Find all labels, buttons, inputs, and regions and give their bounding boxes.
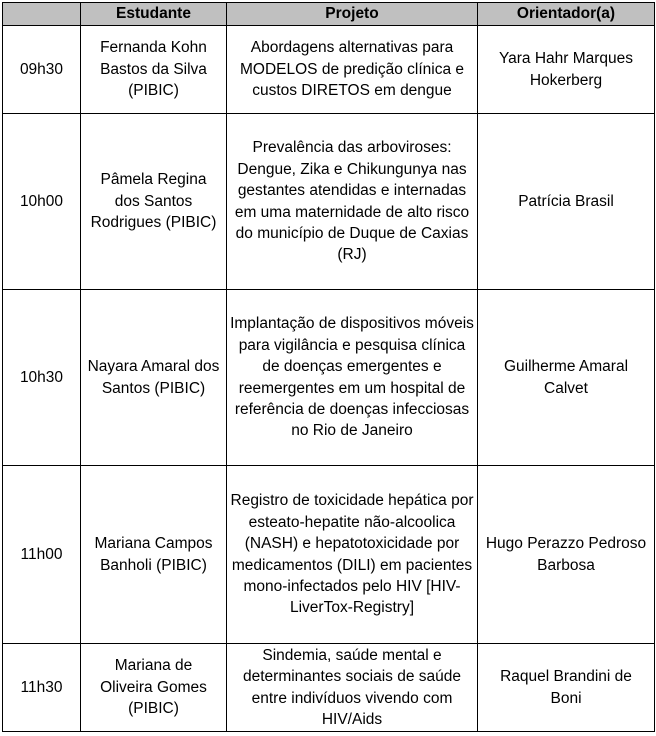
presentation-schedule-table — [2, 2, 655, 732]
time-cell: 09h30 — [3, 26, 81, 114]
project-cell: Registro de toxicidade hepática por esteato-hepatite não-alcoolica (NASH) e hepatotoxicidade por medicamentos (DILI) em pacientes mono-infectados pelo HIV [HIV-LiverTox-Registry] — [227, 466, 478, 644]
student-cell: Nayara Amaral dos Santos (PIBIC) — [81, 290, 227, 466]
table-row — [3, 114, 655, 290]
advisor-cell: Raquel Brandini de Boni — [478, 644, 655, 732]
time-cell: 11h00 — [3, 466, 81, 644]
project-cell: Prevalência das arboviroses: Dengue, Zika e Chikungunya nas gestantes atendidas e internadas em uma maternidade de alto risco do município de Duque de Caxias (RJ) — [227, 114, 478, 290]
header-advisor: Orientador(a) — [478, 3, 655, 26]
table-body — [3, 26, 655, 732]
time-cell: 10h00 — [3, 114, 81, 290]
advisor-cell: Guilherme Amaral Calvet — [478, 290, 655, 466]
header-time — [3, 3, 81, 26]
table-header — [3, 3, 655, 26]
advisor-cell: Hugo Perazzo Pedroso Barbosa — [478, 466, 655, 644]
project-cell: Sindemia, saúde mental e determinantes sociais de saúde entre indivíduos vivendo com HIV/Aids — [227, 644, 478, 732]
time-cell: 11h30 — [3, 644, 81, 732]
student-cell: Pâmela Regina dos Santos Rodrigues (PIBIC) — [81, 114, 227, 290]
header-row — [3, 3, 655, 26]
student-cell: Mariana Campos Banholi (PIBIC) — [81, 466, 227, 644]
advisor-cell: Patrícia Brasil — [478, 114, 655, 290]
table-row — [3, 26, 655, 114]
project-cell: Abordagens alternativas para MODELOS de predição clínica e custos DIRETOS em dengue — [227, 26, 478, 114]
header-student: Estudante — [81, 3, 227, 26]
table-row — [3, 466, 655, 644]
header-project: Projeto — [227, 3, 478, 26]
student-cell: Mariana de Oliveira Gomes (PIBIC) — [81, 644, 227, 732]
advisor-cell: Yara Hahr Marques Hokerberg — [478, 26, 655, 114]
table-row — [3, 644, 655, 732]
table-row — [3, 290, 655, 466]
student-cell: Fernanda Kohn Bastos da Silva (PIBIC) — [81, 26, 227, 114]
time-cell: 10h30 — [3, 290, 81, 466]
project-cell: Implantação de dispositivos móveis para vigilância e pesquisa clínica de doenças emergentes e reemergentes em um hospital de referência de doenças infecciosas no Rio de Janeiro — [227, 290, 478, 466]
